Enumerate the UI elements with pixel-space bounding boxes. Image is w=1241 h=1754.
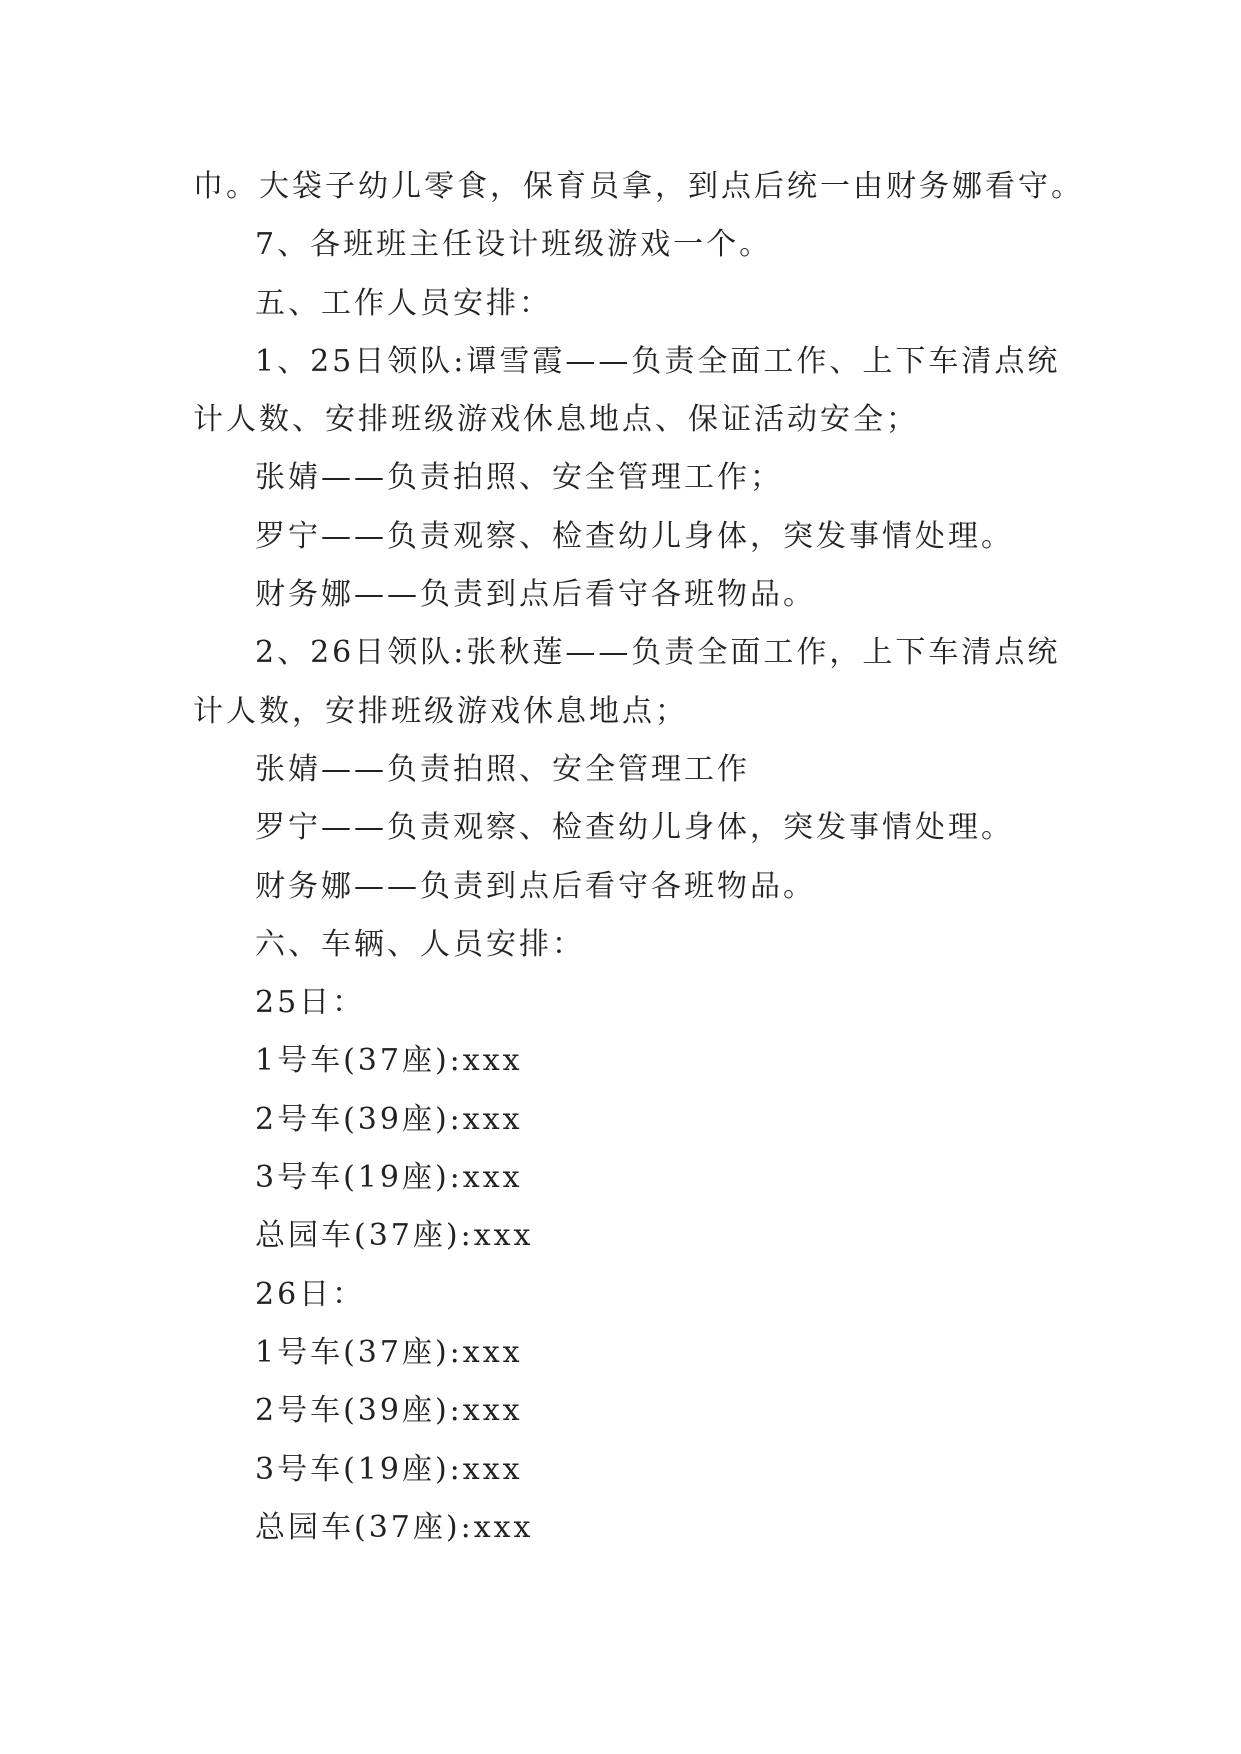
paragraph-line-day25-leader-cont: 计人数、安排班级游戏休息地点、保证活动安全； xyxy=(193,402,919,438)
document-body xyxy=(193,158,1084,1557)
paragraph-line-photo-duty: 张婧——负责拍照、安全管理工作； xyxy=(255,460,783,496)
vehicle-line-26-2: 2号车(39座):xxx xyxy=(255,1393,523,1429)
day-label-26: 26日： xyxy=(255,1276,366,1312)
vehicle-line-25-3: 3号车(19座):xxx xyxy=(255,1160,523,1196)
paragraph-line-guard-duty: 财务娜——负责到点后看守各班物品。 xyxy=(255,577,816,613)
paragraph-line-item-7: 7、各班班主任设计班级游戏一个。 xyxy=(255,227,773,263)
vehicle-line-25-2: 2号车(39座):xxx xyxy=(255,1101,523,1137)
paragraph-line-day26-leader: 2、26日领队:张秋莲——负责全面工作，上下车清点统 xyxy=(255,635,1061,671)
vehicle-line-26-1: 1号车(37座):xxx xyxy=(255,1334,523,1370)
paragraph-line-health-duty-2: 罗宁——负责观察、检查幼儿身体，突发事情处理。 xyxy=(255,810,1014,846)
vehicle-line-26-main: 总园车(37座):xxx xyxy=(255,1509,534,1545)
vehicle-line-26-3: 3号车(19座):xxx xyxy=(255,1451,523,1487)
paragraph-line-guard-duty-2: 财务娜——负责到点后看守各班物品。 xyxy=(255,868,816,904)
section-heading-staff: 五、工作人员安排： xyxy=(255,285,552,321)
paragraph-line-day25-leader: 1、25日领队:谭雪霞——负责全面工作、上下车清点统 xyxy=(255,343,1061,379)
day-label-25: 25日： xyxy=(255,985,366,1021)
vehicle-line-25-main: 总园车(37座):xxx xyxy=(255,1218,534,1254)
paragraph-line-continuation: 巾。大袋子幼儿零食，保育员拿，到点后统一由财务娜看守。 xyxy=(193,169,1084,204)
section-heading-vehicles: 六、车辆、人员安排： xyxy=(255,926,585,962)
vehicle-line-25-1: 1号车(37座):xxx xyxy=(255,1043,523,1079)
paragraph-line-health-duty: 罗宁——负责观察、检查幼儿身体，突发事情处理。 xyxy=(255,518,1014,554)
paragraph-line-photo-duty-2: 张婧——负责拍照、安全管理工作 xyxy=(255,751,750,787)
paragraph-line-day26-leader-cont: 计人数，安排班级游戏休息地点； xyxy=(193,693,688,729)
